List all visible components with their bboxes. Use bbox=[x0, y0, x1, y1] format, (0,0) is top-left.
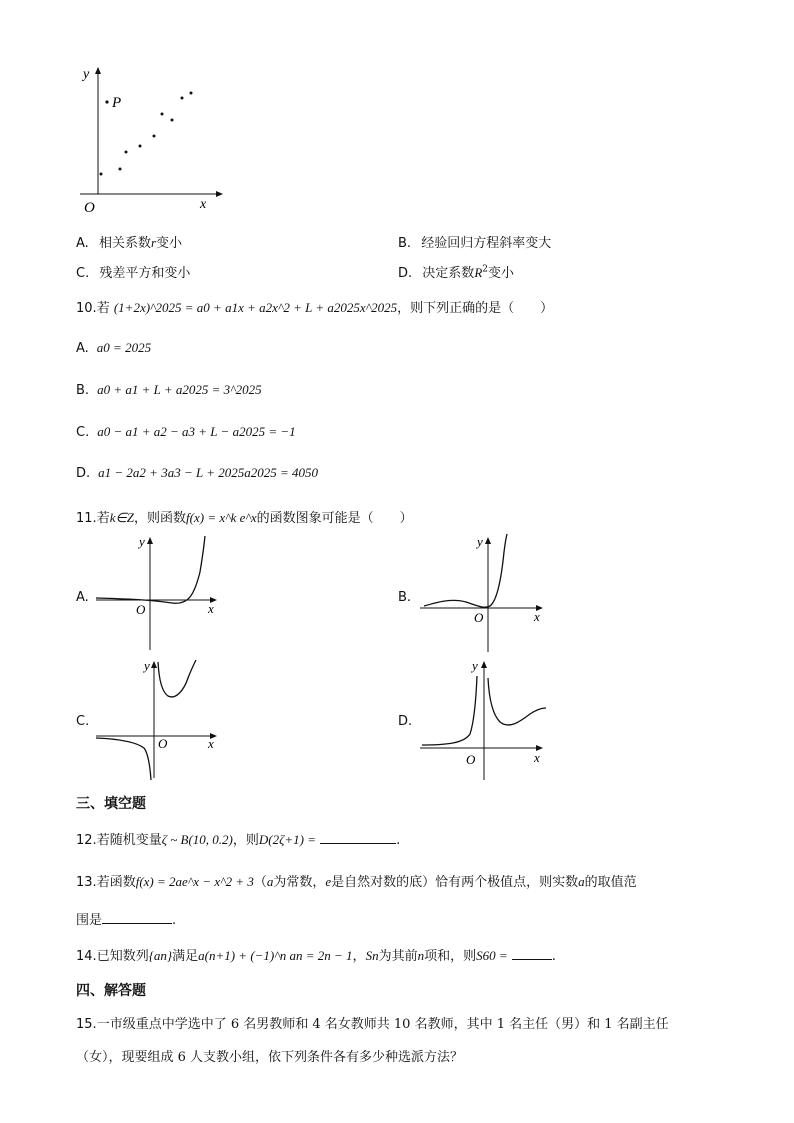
y-axis-label: y bbox=[83, 67, 90, 82]
q15-stem-line2: （女），现要组成 6 人支教小组，依下列条件各有多少种选派方法？ bbox=[76, 1050, 464, 1065]
q11-stem: 11.若k∈Z，则函数f(x) = x^k e^x的函数图象可能是（ ） bbox=[76, 510, 413, 526]
x-axis-label: x bbox=[200, 197, 207, 212]
q10-option-d: D. a1 − 2a2 + 3a3 − L + 2025a2025 = 4050 bbox=[76, 465, 319, 481]
svg-text:O: O bbox=[136, 602, 146, 617]
q9-option-a: A. 相关系数r变小 bbox=[76, 235, 183, 251]
scatter-point bbox=[190, 92, 193, 95]
svg-text:x: x bbox=[208, 601, 214, 616]
q15-stem-line1: 15.一市级重点中学选中了 6 名男教师和 4 名女教师共 10 名教师，其中 1 名主任（男）和 1 名副主任 bbox=[76, 1017, 669, 1032]
q10-option-c: C. a0 − a1 + a2 − a3 + L − a2025 = −1 bbox=[76, 424, 296, 440]
q10-option-a: A. a0 = 2025 bbox=[76, 340, 152, 356]
svg-text:x: x bbox=[208, 736, 214, 751]
svg-text:O: O bbox=[158, 736, 168, 751]
svg-text:O: O bbox=[466, 752, 476, 767]
q14-stem: 14.已知数列{an}满足a(n+1) + (−1)^n an = 2n − 1，Sn为其前n项和，则S60 = . bbox=[76, 948, 556, 964]
origin-label: O bbox=[84, 200, 95, 216]
q11-graph-b bbox=[418, 532, 548, 654]
q10-formula: (1+2x)^2025 = a0 + a1x + a2x^2 + L + a2025x^2025 bbox=[113, 300, 398, 315]
q11-option-d-label: D. bbox=[398, 714, 413, 729]
q9-option-d: D. 决定系数$R^2$变小 bbox=[398, 264, 515, 281]
q10-stem: 10.若 (1+2x)^2025 = a0 + a1x + a2x^2 + L + a2025x^2025，则下列正确的是（ ） bbox=[76, 300, 554, 316]
q11-option-b-label: B. bbox=[398, 590, 412, 605]
q13-answer-blank[interactable] bbox=[102, 911, 172, 924]
q11-option-c-label: C. bbox=[76, 714, 90, 729]
scatter-point bbox=[161, 113, 164, 116]
svg-text:y: y bbox=[472, 658, 478, 673]
scatter-point bbox=[119, 168, 122, 171]
svg-text:x: x bbox=[534, 750, 540, 765]
q9-option-c: C. 残差平方和变小 bbox=[76, 266, 191, 281]
point-p-label: P bbox=[112, 95, 122, 111]
q10-option-b: B. a0 + a1 + L + a2025 = 3^2025 bbox=[76, 382, 262, 398]
scatter-point bbox=[181, 97, 184, 100]
q14-answer-blank[interactable] bbox=[512, 947, 552, 960]
svg-text:y: y bbox=[144, 658, 150, 673]
scatter-point bbox=[100, 173, 103, 176]
scatter-point bbox=[171, 119, 174, 122]
q13-stem-line2: 围是 . bbox=[76, 913, 177, 928]
q13-stem-line1: 13.若函数f(x) = 2ae^x − x^2 + 3（a为常数，e是自然对数的底）恰有两个极值点，则实数a的取值范 bbox=[76, 874, 637, 890]
scatter-point bbox=[125, 151, 128, 154]
svg-text:x: x bbox=[534, 609, 540, 624]
svg-text:O: O bbox=[474, 610, 484, 625]
q12-answer-blank[interactable] bbox=[320, 831, 396, 844]
section-3-title: 三、填空题 bbox=[76, 796, 146, 812]
q11-graph-a bbox=[92, 532, 222, 654]
scatter-point-p bbox=[105, 100, 108, 103]
q11-graph-c bbox=[92, 656, 222, 782]
q9-option-b: B. 经验回归方程斜率变大 bbox=[398, 236, 552, 251]
section-4-title: 四、解答题 bbox=[76, 983, 146, 999]
svg-text:y: y bbox=[477, 534, 483, 549]
scatter-point bbox=[139, 145, 142, 148]
scatter-point bbox=[153, 135, 156, 138]
q11-option-a-label: A. bbox=[76, 590, 89, 605]
q11-graph-d bbox=[418, 656, 548, 782]
svg-text:y: y bbox=[139, 534, 145, 549]
scatter-figure bbox=[70, 60, 230, 220]
q12-stem: 12.若随机变量ζ ~ B(10, 0.2)，则D(2ζ+1) = . bbox=[76, 832, 401, 848]
